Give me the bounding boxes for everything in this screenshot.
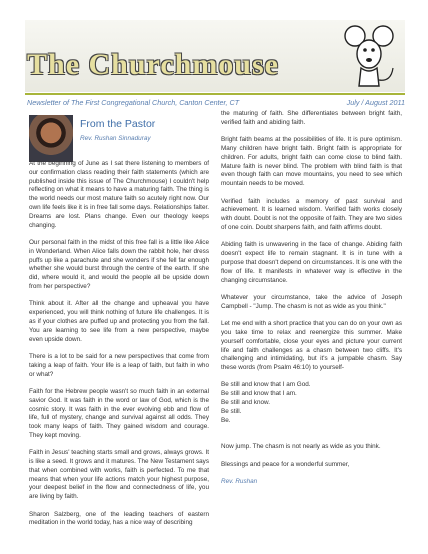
article-byline: Rev. Rushan Sinnaduray (80, 135, 151, 142)
pastor-photo (29, 115, 73, 162)
issue-date: July / August 2011 (346, 98, 405, 107)
paragraph: Bright faith beams at the possibilities of life. It is pure optimism. Many children have bright faith. Bright faith is appropriate for children. For adults, bright faith can come close to blind faith. Mature faith is never blind. The problem with blind faith is that even though faith can move mountains, you need to see which mountain needs to be moved. (221, 136, 402, 188)
newsletter-subtitle: Newsletter of The First Congregational Church, Canton Center, CT (27, 98, 240, 107)
psalm-line: Be still and know that I am God. (221, 381, 311, 389)
paragraph: Faith for the Hebrew people wasn't so much faith in an external savior God. It was faith in the word or law of God, which is the cosmic story. It was faith in the ever evolving ebb and flow of life, full of mystery, change and survival against all odds. They took many leaps of faith. They gained wisdom and courage. They kept moving. (29, 387, 209, 439)
paragraph: Sharon Salzberg, one of the leading teachers of eastern meditation in the world today, has a nice way of describing (29, 510, 209, 527)
paragraph: Faith in Jesus' teaching starts small and grows, always grows. It is like a seed. It grows and it matures. The New Testament says that when combined with works, faith is perfected. To me that means that when your life actions match your highest purpose, your deepest belief in the flow and connectedness of life, you are living by faith. (29, 449, 209, 501)
mouse-mascot-icon (339, 22, 399, 92)
paragraph: There is a lot to be said for a new perspectives that come from taking a leap of faith. Your life is a leap of faith, but faith in who or what? (29, 352, 209, 378)
psalm-line: Be. (221, 416, 231, 424)
psalm-line: Be still and know. (221, 399, 271, 407)
article-headline: From the Pastor (80, 118, 156, 130)
psalm-line: Be still. (221, 407, 242, 415)
paragraph: Our personal faith in the midst of this free fall is a little like Alice in Wonderland. When Alice falls down the rabbit hole, her dress puffs up like a parachute and she wonders if she fell far enough whether she would burst through the centre of the earth. If she did, where would it, and would the people all be upside down from her perspective? (29, 238, 209, 290)
right-column (221, 110, 402, 496)
paragraph: Let me end with a short practice that you can do on your own as you take time to relax and reenergize this summer. Make yourself comfortable, close your eyes and picture your current life and faith challenges as a chasm between two cliffs. It's challenging and intimidating, but it's a jumpable chasm. Say these words (from Psalm 46:10) to yourself- (221, 320, 402, 372)
masthead (25, 20, 405, 92)
paragraph: Think about it. After all the change and upheaval you have experienced, you will think nothing of future life challenges. It is as if your clothes are puffed up and protecting you from the fall. You are learning to see life from a new perspective, maybe even upside down. (29, 300, 209, 343)
paragraph: Whatever your circumstance, take the advice of Joseph Campbell - "Jump. The chasm is not as wide as you think." (221, 293, 402, 310)
left-column (29, 160, 209, 537)
closing-line: Blessings and peace for a wonderful summer, (221, 460, 350, 468)
psalm-lines (221, 381, 402, 425)
masthead-rule (25, 93, 405, 95)
paragraph: At the beginning of June as I sat there listening to members of our confirmation class reading their faith statements (which are published inside this issue of The Churchmouse) I couldn't help reflecting on what it means to have a maturing faith. The thing is the world needs our most mature faith so acutely right now. Our own life feels like it is in free fall some days. Relationships falter. Dreams are lost. Plans change. Even our theology keeps changing. (29, 160, 209, 229)
psalm-line: Be still and know that I am. (221, 390, 297, 398)
newsletter-title: The Churchmouse (27, 48, 279, 81)
closing-line: Now jump. The chasm is not nearly as wide as you think. (221, 443, 381, 451)
paragraph: the maturing of faith. She differentiates between bright faith, verified faith and abiding faith. (221, 110, 402, 126)
signature: Rev. Rushan (221, 478, 258, 486)
paragraph: Verified faith includes a memory of past survival and achievement. It is learned wisdom. Verified faith works closely with doubt. Doubt is not the opposite of faith. They are two sides of one coin. Doubt sharpens faith, and faith affirms doubt. (221, 197, 402, 231)
paragraph: Abiding faith is unwavering in the face of change. Abiding faith doesn't expect life to remain stagnant. It is in tune with a purpose that doesn't depend on circumstances. It is one with the flow of life. It manifests in whatever way is effective in the changing circumstance. (221, 241, 402, 284)
